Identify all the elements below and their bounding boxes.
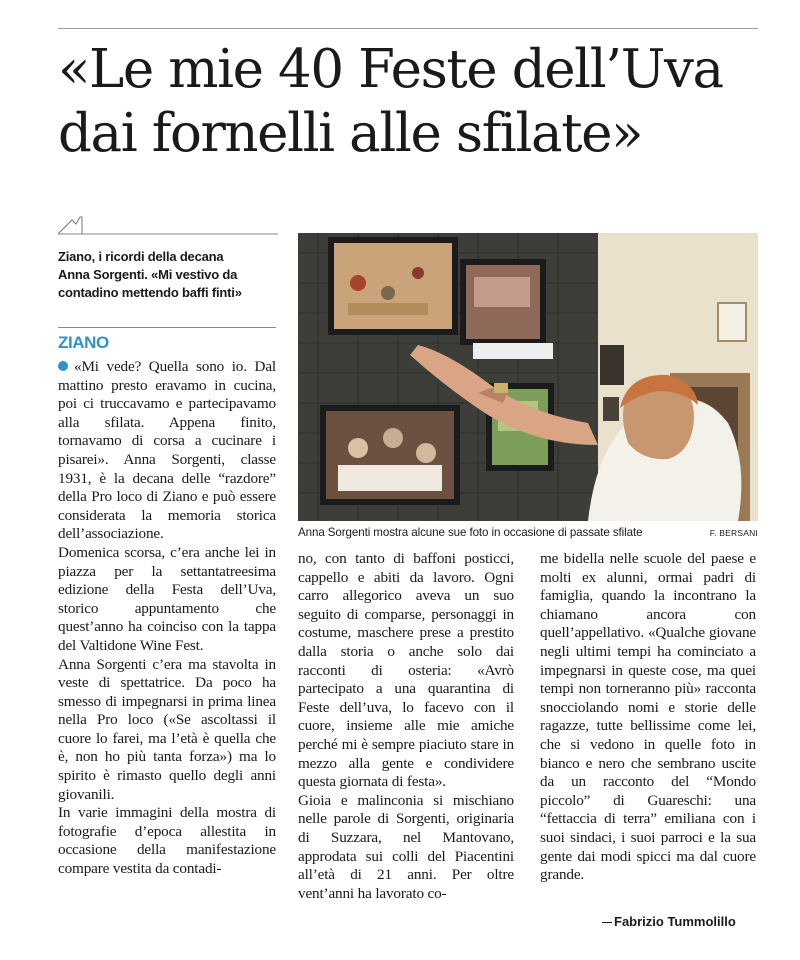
- summary-rule: [58, 327, 276, 328]
- headline-line-2: dai fornelli alle sfilate»: [58, 103, 643, 164]
- section-mark-icon: [58, 212, 278, 236]
- photo-caption: [298, 525, 758, 540]
- summary: [58, 248, 280, 302]
- body-column-3: [540, 550, 756, 885]
- paragraph: Anna Sorgenti c’era ma stavolta in veste di spettatrice. Da poco ha smesso di impegnarsi in prima linea nella Pro loco («Se ascoltassi il cuore lo farei, ma l’età è quella che è, non ho più tanta forza») ma lo spirito è rimasto quello degli anni giovanili.: [58, 655, 276, 803]
- paragraph-text: «Mi vede? Quella sono io. Dal mattino presto eravamo in cucina, poi ci truccavamo e partecipavamo alla sfilata. Appena finito, tornavamo di corsa a cucinare i pisarei». Anna Sorgenti, classe 1931, è la decana delle “razdore” della Pro loco di Ziano e può essere considerata la memoria storica dell’associazione.: [58, 358, 276, 543]
- article-photo: [298, 233, 758, 521]
- paragraph: Gioia e malinconia si mischiano nelle parole di Sorgenti, originaria di Suzzara, nel Mantovano, approdata sui colli del Piacentini all’età di 21 anni. Per oltre vent’anni ha lavorato co-: [298, 791, 514, 902]
- byline: [602, 914, 736, 929]
- paragraph: Domenica scorsa, c’era anche lei in piazza per la settantatreesima edizione della Festa dell’Uva, storico appuntamento che quest’anno ha coinciso con la tappa del Valtidone Wine Fest.: [58, 543, 276, 654]
- body-column-2: [298, 550, 514, 903]
- top-rule: [58, 28, 758, 29]
- paragraph: me bidella nelle scuole del paese e molti ex alunni, ormai padri di famiglia, quando la incontrano la chiamano ancora con quell’appellativo. «Qualche giovane negli ultimi tempi ha cominciato a impegnarsi in queste cose, ma quei tempi non torneranno più» racconta snocciolando nomi e storie delle ragazze, tutte bellissime come lei, che si vedono in quelle foto in bianco e nero che sembrano uscite da un racconto del “Mondo piccolo” di Guareschi: una “fettaccia di terra” emiliana con i suoi sindaci, i suoi parroci e la sua gente dai modi spicci ma dal cuore grande.: [540, 550, 756, 884]
- byline-dash: [602, 922, 612, 923]
- place-tag: ZIANO: [58, 333, 109, 352]
- paragraph: [58, 358, 276, 544]
- body-column-1: [58, 358, 276, 879]
- photo-illustration: [298, 233, 758, 521]
- photo-credit: F. BERSANI: [709, 528, 758, 538]
- bullet-icon: [58, 361, 68, 371]
- headline-line-1: «Le mie 40 Feste dell’Uva: [58, 39, 723, 100]
- paragraph: In varie immagini della mostra di fotografie d’epoca allestita in occasione della manifestazione compare vestita da contadi-: [58, 804, 276, 878]
- byline-author: Fabrizio Tummolillo: [614, 914, 736, 929]
- caption-text: Anna Sorgenti mostra alcune sue foto in occasione di passate sfilate: [298, 526, 643, 539]
- headline: [58, 38, 778, 166]
- paragraph: no, con tanto di baffoni posticci, cappello e abiti da lavoro. Ogni carro allegorico aveva un suo seguito di comparse, personaggi in costume, maschere prese a prestito dalla storia o anche solo dai racconti di osteria: «Avrò partecipato a una quarantina di Feste dell’uva, lo facevo con il cuore, insieme alle mie amiche perché mi è sempre piaciuto stare in mezzo alla gente e condividere questa giornata di festa».: [298, 550, 514, 791]
- summary-line: contadino mettendo baffi finti»: [58, 285, 242, 300]
- summary-line: Anna Sorgenti. «Mi vestivo da: [58, 267, 238, 282]
- summary-line: Ziano, i ricordi della decana: [58, 249, 224, 264]
